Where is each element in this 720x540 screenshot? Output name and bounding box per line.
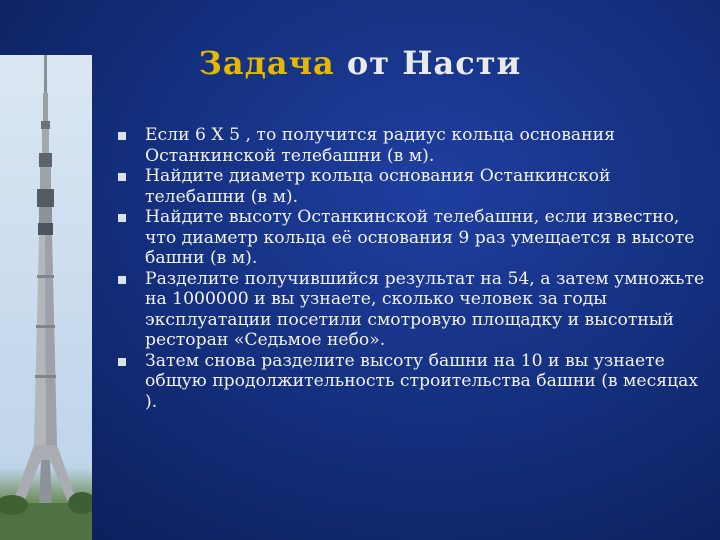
- square-bullet-icon: [118, 214, 126, 222]
- title-rest: от Насти: [334, 44, 522, 82]
- slide-title: [0, 44, 720, 82]
- bullet-list: [118, 125, 710, 412]
- list-item: [118, 166, 710, 207]
- square-bullet-icon: [118, 358, 126, 366]
- square-bullet-icon: [118, 132, 126, 140]
- list-item: [118, 207, 710, 269]
- bullet-text: Найдите диаметр кольца основания Останкинской телебашни (в м).: [145, 166, 611, 207]
- title-accent: Задача: [198, 44, 335, 82]
- list-item: [118, 269, 710, 351]
- bullet-text: Если 6 Х 5 , то получится радиус кольца основания Останкинской телебашни (в м).: [145, 125, 615, 166]
- list-item: [118, 125, 710, 166]
- square-bullet-icon: [118, 173, 126, 181]
- list-item: [118, 351, 710, 413]
- bullet-text: Затем снова разделите высоту башни на 10 и вы узнаете общую продолжительность строительства башни (в месяцах ).: [145, 350, 699, 412]
- bullet-text: Разделите получившийся результат на 54, а затем умножьте на 1000000 и вы узнаете, сколько человек за годы эксплуатации посетили смотровую площадку и высотный ресторан «Седьмое небо».: [145, 268, 705, 350]
- square-bullet-icon: [118, 276, 126, 284]
- tower-photo: [0, 55, 92, 540]
- bullet-text: Найдите высоту Останкинской телебашни, если известно, что диаметр кольца её основания 9 раз умещается в высоте башни (в м).: [145, 207, 695, 268]
- ostankino-tower-image: [0, 55, 92, 540]
